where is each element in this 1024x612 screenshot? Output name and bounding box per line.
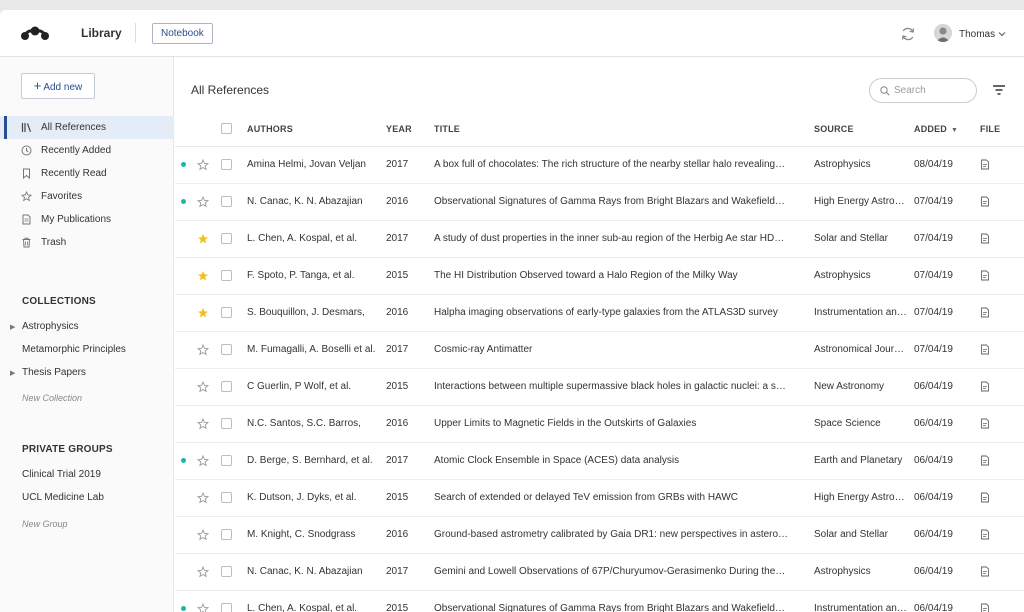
unread-cell — [175, 368, 197, 405]
row-checkbox[interactable] — [221, 159, 232, 170]
unread-dot-icon — [181, 199, 186, 204]
header-year[interactable]: YEAR — [386, 112, 434, 146]
nav-divider — [135, 23, 136, 43]
title-cell: The HI Distribution Observed toward a Halo Region of the Milky Way — [434, 257, 814, 294]
header-added-label: ADDED — [914, 123, 948, 134]
new-collection-link[interactable]: New Collection — [22, 393, 83, 403]
star-filled-icon[interactable] — [197, 233, 209, 245]
star-cell[interactable] — [197, 405, 221, 442]
unread-dot-icon — [181, 606, 186, 611]
authors-cell: K. Dutson, J. Dyks, et al. — [247, 479, 386, 516]
unread-cell — [175, 257, 197, 294]
sync-icon[interactable] — [900, 26, 916, 42]
unread-cell — [175, 331, 197, 368]
authors-cell: Amina Helmi, Jovan Veljan — [247, 146, 386, 183]
header-added[interactable] — [914, 112, 980, 146]
user-avatar-icon — [934, 24, 952, 42]
unread-cell — [175, 146, 197, 183]
table-row[interactable] — [175, 146, 1024, 183]
table-row[interactable] — [175, 516, 1024, 553]
star-outline-icon[interactable] — [197, 492, 209, 504]
file-cell[interactable] — [980, 479, 1024, 516]
sidebar-item-recently-added[interactable] — [0, 139, 174, 162]
file-cell[interactable] — [980, 257, 1024, 294]
file-cell[interactable] — [980, 331, 1024, 368]
star-outline-icon[interactable] — [197, 381, 209, 393]
file-cell[interactable] — [980, 220, 1024, 257]
source-cell: Instrumentation an… — [814, 590, 914, 612]
page-title: All References — [191, 83, 270, 97]
header-select — [221, 112, 247, 146]
mendeley-logo-icon[interactable] — [20, 24, 50, 42]
added-cell: 06/04/19 — [914, 405, 980, 442]
sidebar-item-label: My Publications — [41, 214, 112, 225]
file-cell[interactable] — [980, 442, 1024, 479]
star-cell[interactable] — [197, 516, 221, 553]
pdf-file-icon[interactable] — [980, 270, 990, 281]
row-checkbox[interactable] — [221, 233, 232, 244]
table-row[interactable] — [175, 294, 1024, 331]
row-checkbox[interactable] — [221, 455, 232, 466]
authors-cell: S. Bouquillon, J. Desmars, — [247, 294, 386, 331]
authors-cell: L. Chen, A. Kospal, et al. — [247, 590, 386, 612]
collection-metamorphic-principles[interactable]: Metamorphic Principles — [22, 344, 126, 355]
sidebar-item-my-publications[interactable] — [0, 208, 174, 231]
authors-cell: N. Canac, K. N. Abazajian — [247, 553, 386, 590]
row-checkbox[interactable] — [221, 418, 232, 429]
star-cell[interactable] — [197, 331, 221, 368]
sidebar — [0, 57, 174, 612]
unread-cell — [175, 294, 197, 331]
sidebar-item-recently-read[interactable] — [0, 162, 174, 185]
authors-cell: F. Spoto, P. Tanga, et al. — [247, 257, 386, 294]
file-cell[interactable] — [980, 146, 1024, 183]
table-row[interactable] — [175, 220, 1024, 257]
search-input[interactable] — [894, 83, 972, 98]
star-outline-icon[interactable] — [197, 603, 209, 612]
caret-right-icon[interactable]: ▶ — [10, 370, 16, 377]
file-cell[interactable] — [980, 405, 1024, 442]
header-source[interactable]: SOURCE — [814, 112, 914, 146]
star-outline-icon[interactable] — [197, 529, 209, 541]
table-row[interactable] — [175, 590, 1024, 612]
year-cell: 2017 — [386, 331, 434, 368]
select-cell[interactable] — [221, 442, 247, 479]
file-cell[interactable] — [980, 183, 1024, 220]
added-cell: 06/04/19 — [914, 553, 980, 590]
row-checkbox[interactable] — [221, 344, 232, 355]
sidebar-nav — [0, 116, 174, 254]
row-checkbox[interactable] — [221, 270, 232, 281]
unread-cell — [175, 553, 197, 590]
authors-cell: D. Berge, S. Bernhard, et al. — [247, 442, 386, 479]
row-checkbox[interactable] — [221, 381, 232, 392]
year-cell: 2016 — [386, 183, 434, 220]
star-outline-icon — [21, 191, 32, 202]
add-new-label: Add new — [43, 82, 83, 93]
header-authors[interactable]: AUTHORS — [247, 112, 386, 146]
sort-desc-icon: ▼ — [951, 126, 959, 134]
authors-cell: N.C. Santos, S.C. Barros, — [247, 405, 386, 442]
bookmark-icon — [21, 168, 32, 179]
add-new-button[interactable] — [21, 73, 95, 99]
row-checkbox[interactable] — [221, 566, 232, 577]
chevron-down-icon[interactable] — [998, 30, 1006, 38]
file-cell[interactable] — [980, 516, 1024, 553]
year-cell: 2017 — [386, 220, 434, 257]
pdf-file-icon[interactable] — [980, 233, 990, 244]
year-cell: 2016 — [386, 405, 434, 442]
sidebar-item-label: Recently Read — [41, 168, 107, 179]
table-row[interactable] — [175, 405, 1024, 442]
table-header-row — [175, 112, 1024, 146]
added-cell: 06/04/19 — [914, 368, 980, 405]
header-file[interactable]: FILE — [980, 112, 1024, 146]
title-cell: Search of extended or delayed TeV emission from GRBs with HAWC — [434, 479, 814, 516]
source-cell: Space Science — [814, 405, 914, 442]
pdf-file-icon[interactable] — [980, 196, 990, 207]
group-ucl-medicine-lab[interactable]: UCL Medicine Lab — [22, 492, 104, 503]
row-checkbox[interactable] — [221, 492, 232, 503]
unread-cell — [175, 590, 197, 612]
star-cell[interactable] — [197, 220, 221, 257]
star-cell[interactable] — [197, 368, 221, 405]
title-cell: Gemini and Lowell Observations of 67P/Churyumov-Gerasimenko During the… — [434, 553, 814, 590]
star-cell[interactable] — [197, 590, 221, 612]
source-cell: High Energy Astro… — [814, 479, 914, 516]
year-cell: 2015 — [386, 590, 434, 612]
title-cell: Observational Signatures of Gamma Rays from Bright Blazars and Wakefield… — [434, 183, 814, 220]
year-cell: 2015 — [386, 368, 434, 405]
star-cell[interactable] — [197, 183, 221, 220]
unread-cell — [175, 405, 197, 442]
sidebar-item-label: All References — [41, 122, 107, 133]
source-cell: Instrumentation an… — [814, 294, 914, 331]
file-cell[interactable] — [980, 294, 1024, 331]
select-cell[interactable] — [221, 516, 247, 553]
header-title[interactable]: TITLE — [434, 112, 814, 146]
title-cell: Atomic Clock Ensemble in Space (ACES) data analysis — [434, 442, 814, 479]
select-cell[interactable] — [221, 183, 247, 220]
star-cell[interactable] — [197, 442, 221, 479]
source-cell: Astronomical Jour… — [814, 331, 914, 368]
added-cell: 07/04/19 — [914, 331, 980, 368]
select-cell[interactable] — [221, 331, 247, 368]
new-group-link[interactable]: New Group — [22, 519, 68, 529]
row-checkbox[interactable] — [221, 603, 232, 612]
nav-library[interactable]: Library — [81, 26, 122, 40]
star-outline-icon[interactable] — [197, 344, 209, 356]
title-cell: Interactions between multiple supermassive black holes in galactic nuclei: a s… — [434, 368, 814, 405]
star-outline-icon[interactable] — [197, 455, 209, 467]
star-cell[interactable] — [197, 479, 221, 516]
pdf-file-icon[interactable] — [980, 307, 990, 318]
unread-cell — [175, 516, 197, 553]
authors-cell: L. Chen, A. Kospal, et al. — [247, 220, 386, 257]
sidebar-item-trash[interactable] — [0, 231, 174, 254]
collection-thesis-papers[interactable]: Thesis Papers — [22, 367, 86, 378]
table-row[interactable] — [175, 442, 1024, 479]
source-cell: High Energy Astro… — [814, 183, 914, 220]
sidebar-item-label: Favorites — [41, 191, 83, 202]
unread-cell — [175, 183, 197, 220]
select-cell[interactable] — [221, 257, 247, 294]
plus-icon: + — [33, 78, 42, 93]
table-row[interactable] — [175, 257, 1024, 294]
private-groups-heading: PRIVATE GROUPS — [22, 444, 113, 455]
select-all-checkbox[interactable] — [221, 123, 232, 134]
header-unread — [175, 112, 197, 146]
authors-cell: C Guerlin, P Wolf, et al. — [247, 368, 386, 405]
table-row[interactable] — [175, 553, 1024, 590]
table-row[interactable] — [175, 479, 1024, 516]
source-cell: Earth and Planetary — [814, 442, 914, 479]
row-checkbox[interactable] — [221, 307, 232, 318]
caret-right-icon[interactable]: ▶ — [10, 324, 16, 331]
unread-cell — [175, 220, 197, 257]
table-body — [175, 146, 1024, 612]
select-cell[interactable] — [221, 590, 247, 612]
star-filled-icon[interactable] — [197, 307, 209, 319]
authors-cell: M. Knight, C. Snodgrass — [247, 516, 386, 553]
star-outline-icon[interactable] — [197, 418, 209, 430]
added-cell: 07/04/19 — [914, 257, 980, 294]
title-cell: Upper Limits to Magnetic Fields in the Outskirts of Galaxies — [434, 405, 814, 442]
unread-cell — [175, 479, 197, 516]
references-table — [175, 112, 1024, 612]
header-star — [197, 112, 221, 146]
source-cell: Solar and Stellar — [814, 516, 914, 553]
year-cell: 2017 — [386, 146, 434, 183]
source-cell: New Astronomy — [814, 368, 914, 405]
star-cell[interactable] — [197, 257, 221, 294]
collections-heading: COLLECTIONS — [22, 296, 96, 307]
title-cell: Ground-based astrometry calibrated by Gaia DR1: new perspectives in astero… — [434, 516, 814, 553]
added-cell: 06/04/19 — [914, 516, 980, 553]
pdf-file-icon[interactable] — [980, 344, 990, 355]
unread-dot-icon — [181, 162, 186, 167]
table-row[interactable] — [175, 331, 1024, 368]
select-cell[interactable] — [221, 146, 247, 183]
row-checkbox[interactable] — [221, 529, 232, 540]
star-outline-icon[interactable] — [197, 196, 209, 208]
file-cell[interactable] — [980, 368, 1024, 405]
select-cell[interactable] — [221, 294, 247, 331]
source-cell: Astrophysics — [814, 257, 914, 294]
title-cell: A box full of chocolates: The rich structure of the nearby stellar halo revealing… — [434, 146, 814, 183]
pdf-file-icon[interactable] — [980, 159, 990, 170]
added-cell: 07/04/19 — [914, 294, 980, 331]
added-cell: 06/04/19 — [914, 479, 980, 516]
top-bar — [0, 10, 1024, 57]
document-icon — [21, 214, 32, 225]
clock-icon — [21, 145, 32, 156]
main-panel — [175, 57, 1024, 612]
pdf-file-icon[interactable] — [980, 418, 990, 429]
unread-cell — [175, 442, 197, 479]
avatar[interactable] — [934, 24, 952, 42]
pdf-file-icon[interactable] — [980, 455, 990, 466]
group-clinical-trial[interactable]: Clinical Trial 2019 — [22, 469, 101, 480]
pdf-file-icon[interactable] — [980, 381, 990, 392]
star-filled-icon[interactable] — [197, 270, 209, 282]
collection-astrophysics[interactable]: Astrophysics — [22, 321, 79, 332]
added-cell: 06/04/19 — [914, 442, 980, 479]
source-cell: Solar and Stellar — [814, 220, 914, 257]
library-icon — [21, 122, 32, 133]
star-outline-icon[interactable] — [197, 159, 209, 171]
user-name[interactable]: Thomas — [959, 29, 996, 40]
select-cell[interactable] — [221, 220, 247, 257]
sidebar-item-label: Trash — [41, 237, 67, 248]
year-cell: 2016 — [386, 294, 434, 331]
authors-cell: M. Fumagalli, A. Boselli et al. — [247, 331, 386, 368]
star-outline-icon[interactable] — [197, 566, 209, 578]
added-cell: 07/04/19 — [914, 220, 980, 257]
select-cell[interactable] — [221, 368, 247, 405]
sidebar-item-all-references[interactable] — [0, 116, 174, 139]
authors-cell: N. Canac, K. N. Abazajian — [247, 183, 386, 220]
added-cell: 07/04/19 — [914, 183, 980, 220]
pdf-file-icon[interactable] — [980, 603, 990, 612]
year-cell: 2017 — [386, 442, 434, 479]
title-cell: Cosmic-ray Antimatter — [434, 331, 814, 368]
table-row[interactable] — [175, 183, 1024, 220]
file-cell[interactable] — [980, 590, 1024, 612]
row-checkbox[interactable] — [221, 196, 232, 207]
search-icon — [880, 86, 890, 96]
year-cell: 2015 — [386, 479, 434, 516]
year-cell: 2015 — [386, 257, 434, 294]
trash-icon — [21, 237, 32, 248]
title-cell: A study of dust properties in the inner sub-au region of the Herbig Ae star HD… — [434, 220, 814, 257]
source-cell: Astrophysics — [814, 553, 914, 590]
sidebar-item-label: Recently Added — [41, 145, 112, 156]
added-cell: 08/04/19 — [914, 146, 980, 183]
title-cell: Observational Signatures of Gamma Rays from Bright Blazars and Wakefield… — [434, 590, 814, 612]
select-cell[interactable] — [221, 405, 247, 442]
star-cell[interactable] — [197, 553, 221, 590]
unread-dot-icon — [181, 458, 186, 463]
pdf-file-icon[interactable] — [980, 566, 990, 577]
table-row[interactable] — [175, 368, 1024, 405]
sidebar-item-favorites[interactable] — [0, 185, 174, 208]
pdf-file-icon[interactable] — [980, 492, 990, 503]
app-window — [0, 10, 1024, 612]
source-cell: Astrophysics — [814, 146, 914, 183]
added-cell: 06/04/19 — [914, 590, 980, 612]
filter-icon[interactable] — [992, 84, 1006, 96]
nav-notebook-button[interactable]: Notebook — [152, 23, 213, 44]
search-box[interactable] — [869, 78, 977, 103]
title-cell: Halpha imaging observations of early-type galaxies from the ATLAS3D survey — [434, 294, 814, 331]
year-cell: 2016 — [386, 516, 434, 553]
select-cell[interactable] — [221, 553, 247, 590]
year-cell: 2017 — [386, 553, 434, 590]
pdf-file-icon[interactable] — [980, 529, 990, 540]
star-cell[interactable] — [197, 294, 221, 331]
star-cell[interactable] — [197, 146, 221, 183]
file-cell[interactable] — [980, 553, 1024, 590]
select-cell[interactable] — [221, 479, 247, 516]
